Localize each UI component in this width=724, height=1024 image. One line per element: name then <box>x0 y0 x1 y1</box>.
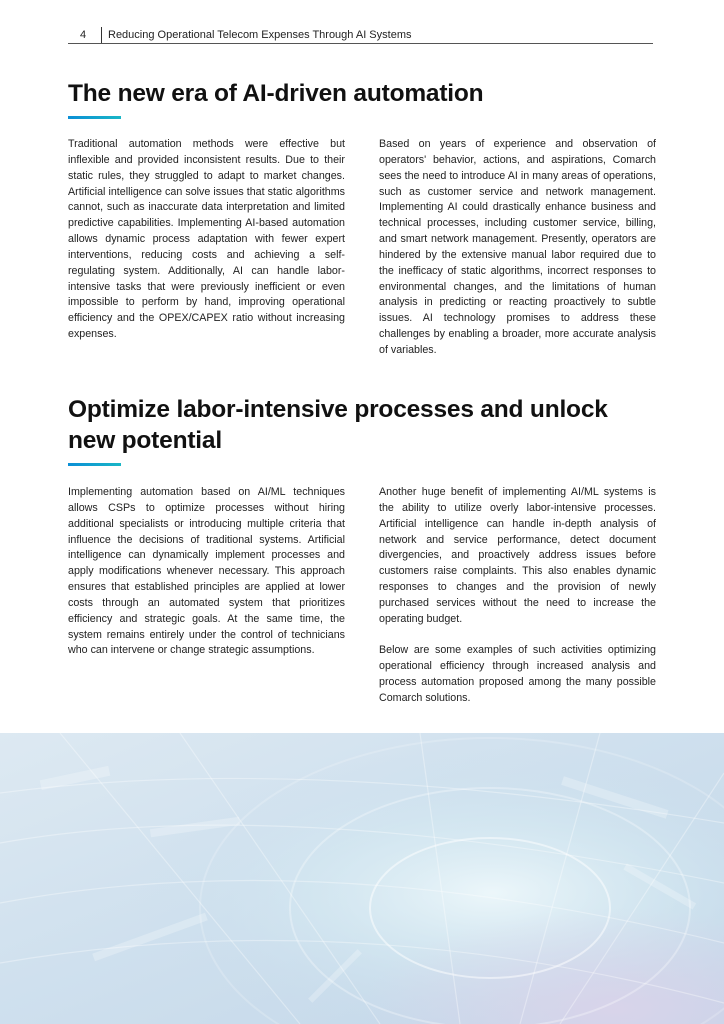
running-header-title: Reducing Operational Telecom Expenses Through AI Systems <box>108 29 412 41</box>
section2-left-column <box>68 485 345 659</box>
heading-accent-bar <box>68 116 121 119</box>
section1-right-column <box>379 137 656 359</box>
section-heading-optimize-processes: Optimize labor-intensive processes and unlock new potential <box>68 396 608 454</box>
page-number: 4 <box>80 29 87 41</box>
section1-left-column <box>68 137 345 343</box>
paragraph: Another huge benefit of implementing AI/ML systems is the ability to utilize overly labor-intensive processes. Artificial intelligence can handle in-depth analysis of network and service performance, detect document divergencies, and proactively address issues before customers raise complaints. This also enables dynamic responses to changes and the provision of newly purchased services without the need to increase the operating budget. <box>379 486 656 625</box>
running-header <box>68 27 653 44</box>
paragraph: Implementing automation based on AI/ML techniques allows CSPs to optimize processes without hiring additional specialists or introducing multiple criteria that influence the decisions of traditional systems. Artificial intelligence can dynamically implement processes and apply modifications whenever necessary. This approach ensures that established principles are applied at lower costs through an automated system that prioritizes efficiency and strategic goals. At the same time, the system remains entirely under the control of technicians who can intervene or change strategic assumptions. <box>68 486 345 657</box>
header-divider <box>101 27 102 43</box>
section2-right-column <box>379 485 656 707</box>
decorative-background-image <box>0 733 724 1024</box>
paragraph: Traditional automation methods were effective but inflexible and provided inconsistent results. Due to their static rules, they struggled to adapt to market changes. Artificial intelligence can solve issues that static algorithms cannot, such as inaccurate data interpretation and limited predictive capabilities. Implementing AI-based automation allows dynamic process adaptation with fewer expert interventions, reducing costs and achieving a self-regulating system. Additionally, AI can handle labor-intensive tasks that were previously inefficient or even impossible to perform by hand, improving operational efficiency and the OPEX/CAPEX ratio without increasing expenses. <box>68 138 345 341</box>
paragraph: Based on years of experience and observation of operators' behavior, actions, and aspirations, Comarch sees the need to introduce AI in many areas of operations, such as customer service and network management. Implementing AI could drastically enhance business and technical processes, including customer service, billing, and smart network management. Presently, operators are hindered by the extensive manual labor required due to the inefficacy of static algorithms, incorrect responses to environmental changes, and the limitations of human analysis in predicting or reacting proactively to subtle issues. AI technology promises to address these challenges by enabling a broader, more accurate analysis of variables. <box>379 138 656 356</box>
section-heading-ai-automation: The new era of AI-driven automation <box>68 80 484 107</box>
paragraph: Below are some examples of such activities optimizing operational efficiency through increased analysis and process automation proposed among the many possible Comarch solutions. <box>379 644 656 704</box>
heading-accent-bar <box>68 463 121 466</box>
